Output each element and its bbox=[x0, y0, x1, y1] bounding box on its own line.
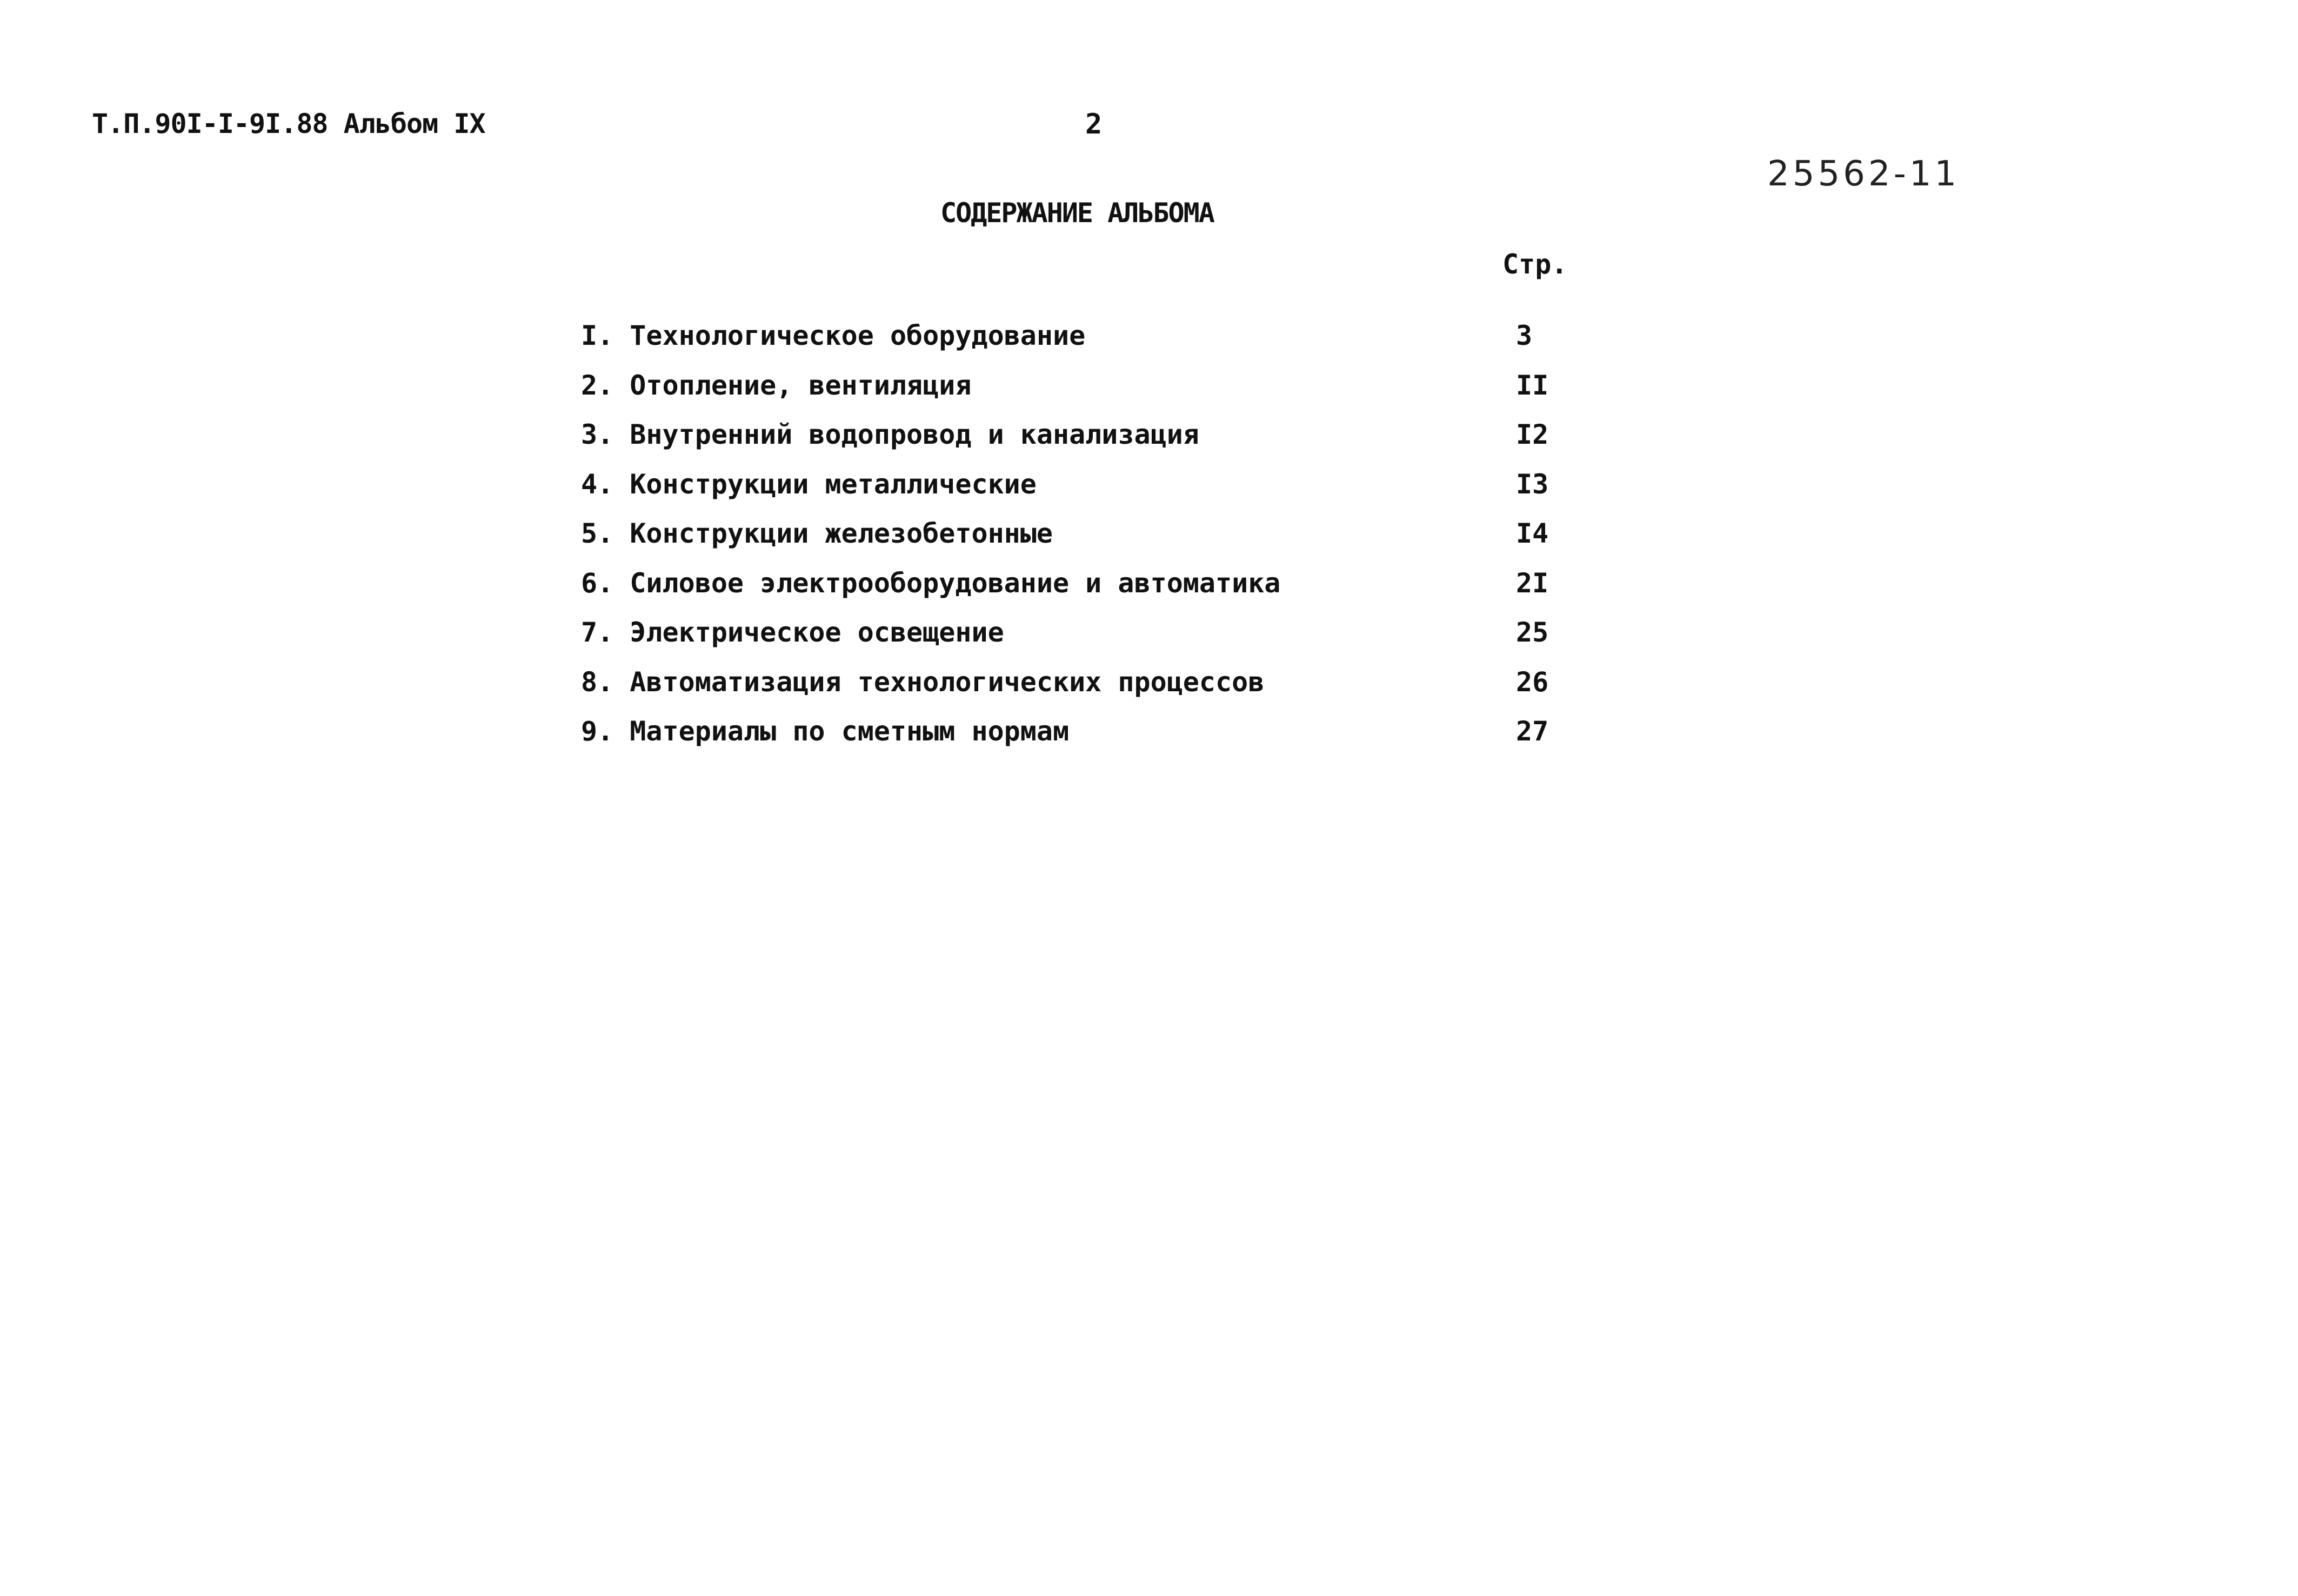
toc-item bbox=[581, 419, 1608, 469]
toc-item-title: 9. Материалы по сметным нормам bbox=[581, 716, 1070, 747]
toc-item bbox=[581, 518, 1608, 567]
toc-item-page: 27 bbox=[1516, 716, 1549, 747]
toc-item-title: 4. Конструкции металлические bbox=[581, 468, 1037, 500]
toc-item bbox=[581, 469, 1608, 518]
table-of-contents bbox=[581, 320, 1608, 765]
toc-item-page: 3 bbox=[1516, 320, 1533, 351]
toc-item bbox=[581, 567, 1608, 617]
toc-item-title: 3. Внутренний водопровод и канализация bbox=[581, 419, 1199, 450]
toc-item-page: I2 bbox=[1516, 419, 1549, 450]
toc-item-title: 5. Конструкции железобетонные bbox=[581, 518, 1053, 549]
toc-item-page: I3 bbox=[1516, 468, 1549, 500]
toc-item bbox=[581, 617, 1608, 666]
toc-item bbox=[581, 370, 1608, 419]
contents-title: СОДЕРЖАНИЕ АЛЬБОМА bbox=[940, 197, 1214, 229]
toc-item-page: 2I bbox=[1516, 567, 1549, 599]
toc-item bbox=[581, 320, 1608, 370]
toc-item-title: 2. Отопление, вентиляция bbox=[581, 369, 972, 401]
toc-item-page: 25 bbox=[1516, 617, 1549, 648]
page-number: 2 bbox=[1085, 108, 1103, 141]
toc-item bbox=[581, 716, 1608, 765]
toc-item-title: I. Технологическое оборудование bbox=[581, 320, 1086, 351]
toc-item-title: 6. Силовое электрооборудование и автоматика bbox=[581, 567, 1281, 599]
toc-item-page: II bbox=[1516, 369, 1549, 401]
toc-item-title: 7. Электрическое освещение bbox=[581, 617, 1004, 648]
page-column-header: Стр. bbox=[1502, 249, 1568, 280]
toc-item-page: 26 bbox=[1516, 666, 1549, 698]
toc-item-title: 8. Автоматизация технологических процессов bbox=[581, 666, 1265, 698]
document-code: Т.П.90I-I-9I.88 Альбом IX bbox=[92, 108, 485, 139]
toc-item-page: I4 bbox=[1516, 518, 1549, 549]
inventory-number: 25562-11 bbox=[1767, 154, 1960, 194]
toc-item bbox=[581, 666, 1608, 716]
